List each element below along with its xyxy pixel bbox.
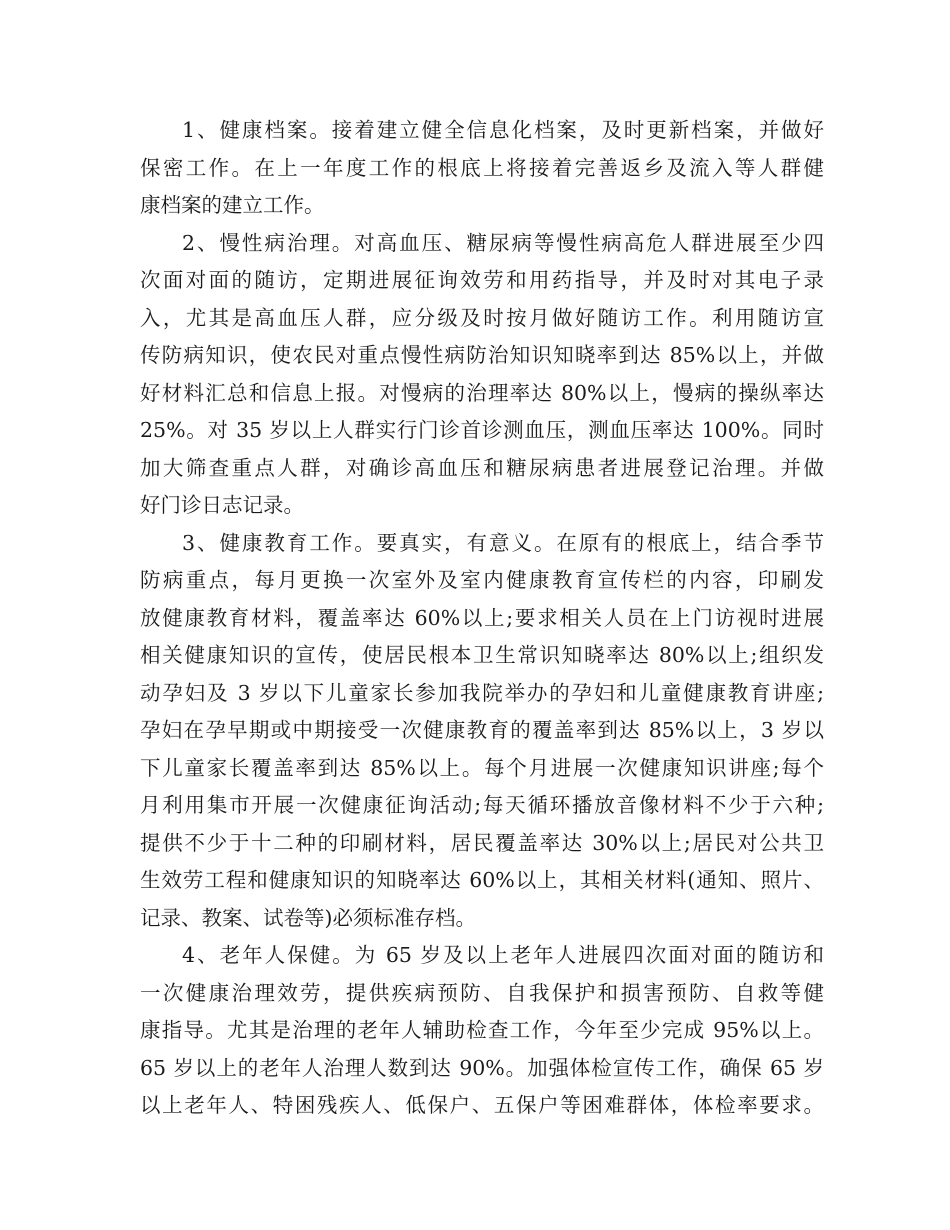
text-line: 传防病知识，使农民对重点慢性病防治知识知晓率到达 85%以上，并做 [140, 343, 824, 367]
text-line: 动孕妇及 3 岁以下儿童家长参加我院举办的孕妇和儿童健康教育讲座; [140, 680, 824, 705]
text-line: 相关健康知识的宣传，使居民根本卫生常识知晓率达 80%以上;组织发 [140, 643, 824, 667]
text-line: 提供不少于十二种的印刷材料，居民覆盖率达 30%以上;居民对公共卫 [140, 830, 824, 855]
document-body [140, 112, 824, 1125]
text-line: 孕妇在孕早期或中期接受一次健康教育的覆盖率到达 85%以上，3 岁以 [140, 718, 824, 742]
text-line: 以上老年人、特困残疾人、低保户、五保户等困难群体，体检率要求。 [140, 1093, 824, 1117]
paragraph-health-education [140, 525, 824, 938]
text-line: 65 岁以上的老年人治理人数到达 90%。加强体检宣传工作，确保 65 岁 [140, 1055, 824, 1080]
text-line: 入，尤其是高血压人群，应分级及时按月做好随访工作。利用随访宣 [140, 305, 824, 330]
text-line: 2、慢性病治理。对高血压、糖尿病等慢性病高危人群进展至少四 [182, 230, 824, 255]
text-line: 康档案的建立工作。 [140, 193, 325, 217]
paragraph-health-records [140, 112, 824, 225]
paragraph-chronic-disease [140, 225, 824, 525]
text-line: 月利用集市开展一次健康征询活动;每天循环播放音像材料不少于六种; [140, 793, 824, 817]
text-line: 好材料汇总和信息上报。对慢病的治理率达 80%以上，慢病的操纵率达 [140, 380, 824, 405]
text-line: 1、健康档案。接着建立健全信息化档案，及时更新档案，并做好 [182, 118, 824, 142]
text-line: 好门诊日志记录。 [140, 493, 304, 517]
text-line: 放健康教育材料，覆盖率达 60%以上;要求相关人员在上门访视时进展 [140, 605, 824, 630]
text-line: 加大筛查重点人群，对确诊高血压和糖尿病患者进展登记治理。并做 [140, 455, 824, 480]
text-line: 下儿童家长覆盖率到达 85%以上。每个月进展一次健康知识讲座;每个 [140, 755, 824, 780]
text-line: 康指导。尤其是治理的老年人辅助检查工作，今年至少完成 95%以上。 [140, 1018, 824, 1042]
paragraph-elderly-care [140, 937, 824, 1125]
text-line: 记录、教案、试卷等)必须标准存档。 [140, 905, 476, 930]
text-line: 3、健康教育工作。要真实，有意义。在原有的根底上，结合季节 [182, 530, 824, 555]
text-line: 一次健康治理效劳，提供疾病预防、自我保护和损害预防、自救等健 [140, 980, 824, 1005]
text-line: 防病重点，每月更换一次室外及室内健康教育宣传栏的内容，印刷发 [140, 568, 824, 592]
text-line: 次面对面的随访，定期进展征询效劳和用药指导，并及时对其电子录 [140, 268, 824, 292]
text-line: 25%。对 35 岁以上人群实行门诊首诊测血压，测血压率达 100%。同时 [140, 418, 824, 442]
text-line: 保密工作。在上一年度工作的根底上将接着完善返乡及流入等人群健 [140, 155, 824, 180]
text-line: 生效劳工程和健康知识的知晓率达 60%以上，其相关材料(通知、照片、 [140, 868, 824, 892]
text-line: 4、老年人保健。为 65 岁及以上老年人进展四次面对面的随访和 [182, 943, 824, 967]
